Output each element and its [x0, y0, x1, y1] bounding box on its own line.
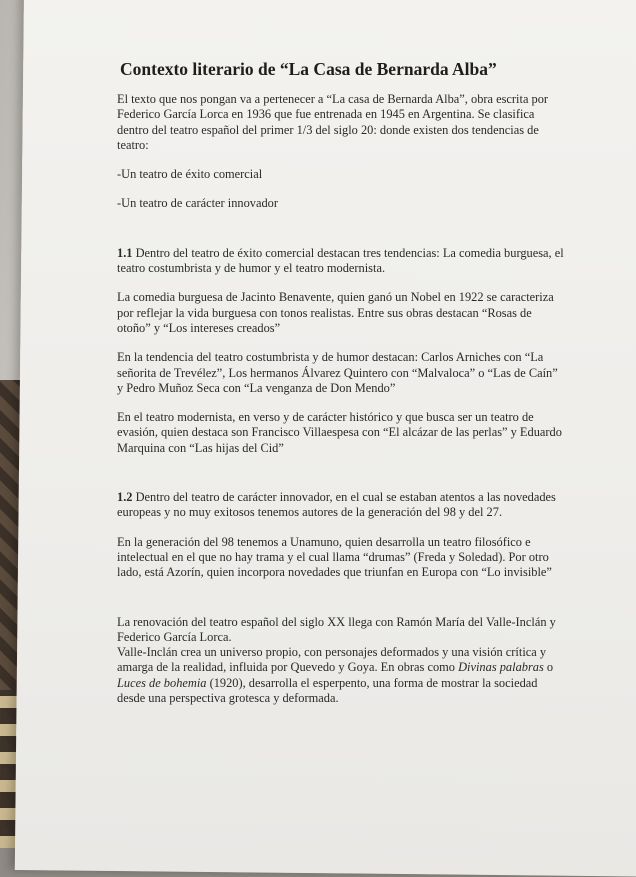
- list-item-commercial: -Un teatro de éxito comercial: [117, 167, 263, 182]
- paragraph-text: Valle-Inclán crea un universo propio, con personajes deformados y una visión crítica y amarga de la realidad, influida por Quevedo y Goya. En obras como: [117, 645, 547, 675]
- valle-inclan-paragraph: [117, 645, 567, 706]
- generacion-98-paragraph: En la generación del 98 tenemos a Unamuno, quien desarrolla un teatro filosófico e intelectual en el que no hay trama y el cual llama “drumas” (Freda y Soledad). Por otro lado, está Azorín, quien incorpora novedades que triunfan en Europa con “Lo invisible”: [117, 534, 552, 580]
- work-title: Luces de bohemia: [117, 675, 207, 690]
- document-title: Contexto literario de “La Casa de Bernarda Alba”: [120, 59, 497, 79]
- work-title: Divinas palabras: [458, 660, 544, 675]
- section-1-2-paragraph: [117, 490, 567, 521]
- document-body: [117, 58, 567, 706]
- renovacion-line: La renovación del teatro español del siglo XX llega con Ramón María del Valle-Inclán y Federico García Lorca.: [117, 614, 556, 644]
- paragraph-text: (1920), desarrolla el esperpento, una forma de mostrar la sociedad desde una perspectiva grotesca y deformada.: [117, 675, 538, 706]
- list-item-innovative: -Un teatro de carácter innovador: [117, 196, 278, 211]
- section-number: 1.2: [117, 490, 133, 505]
- section-1-1-paragraph: [117, 246, 567, 277]
- section-text: Dentro del teatro de carácter innovador, en el cual se estaban atentos a las novedades europeas y no muy exitosos tenemos autores de la generación del 98 y del 27.: [117, 490, 556, 520]
- section-number: 1.1: [117, 245, 133, 260]
- section-text: Dentro del teatro de éxito comercial destacan tres tendencias: La comedia burguesa, el teatro costumbrista y de humor y el teatro modernista.: [117, 245, 564, 276]
- benavente-paragraph: La comedia burguesa de Jacinto Benavente, quien ganó un Nobel en 1922 se caracteriza por reflejar la vida burguesa con tonos realistas. Entre sus obras destacan “Rosas de otoño” y “Los intereses creados”: [117, 290, 554, 335]
- costumbrista-paragraph: En la tendencia del teatro costumbrista y de humor destacan: Carlos Arniches con “La señorita de Trevélez”, Los hermanos Álvarez Quintero con “Malvaloca” o “Las de Caín” y Pedro Muñoz Seca con “La venganza de Don Mendo”: [117, 350, 558, 395]
- paragraph-text: o: [543, 660, 554, 675]
- modernista-paragraph: En el teatro modernista, en verso y de carácter histórico y que busca ser un teatro de evasión, quien destaca son Francisco Villaespesa con “El alcázar de las perlas” y Eduardo Marquina con “Las hijas del Cid”: [117, 410, 562, 455]
- intro-paragraph: El texto que nos pongan va a pertenecer a “La casa de Bernarda Alba”, obra escrita por Federico García Lorca en 1936 que fue entrenada en 1945 en Argentina. Se clasifica dentro del teatro español del primer 1/3 del siglo 20: donde existen dos tendencias de teatro:: [117, 92, 549, 152]
